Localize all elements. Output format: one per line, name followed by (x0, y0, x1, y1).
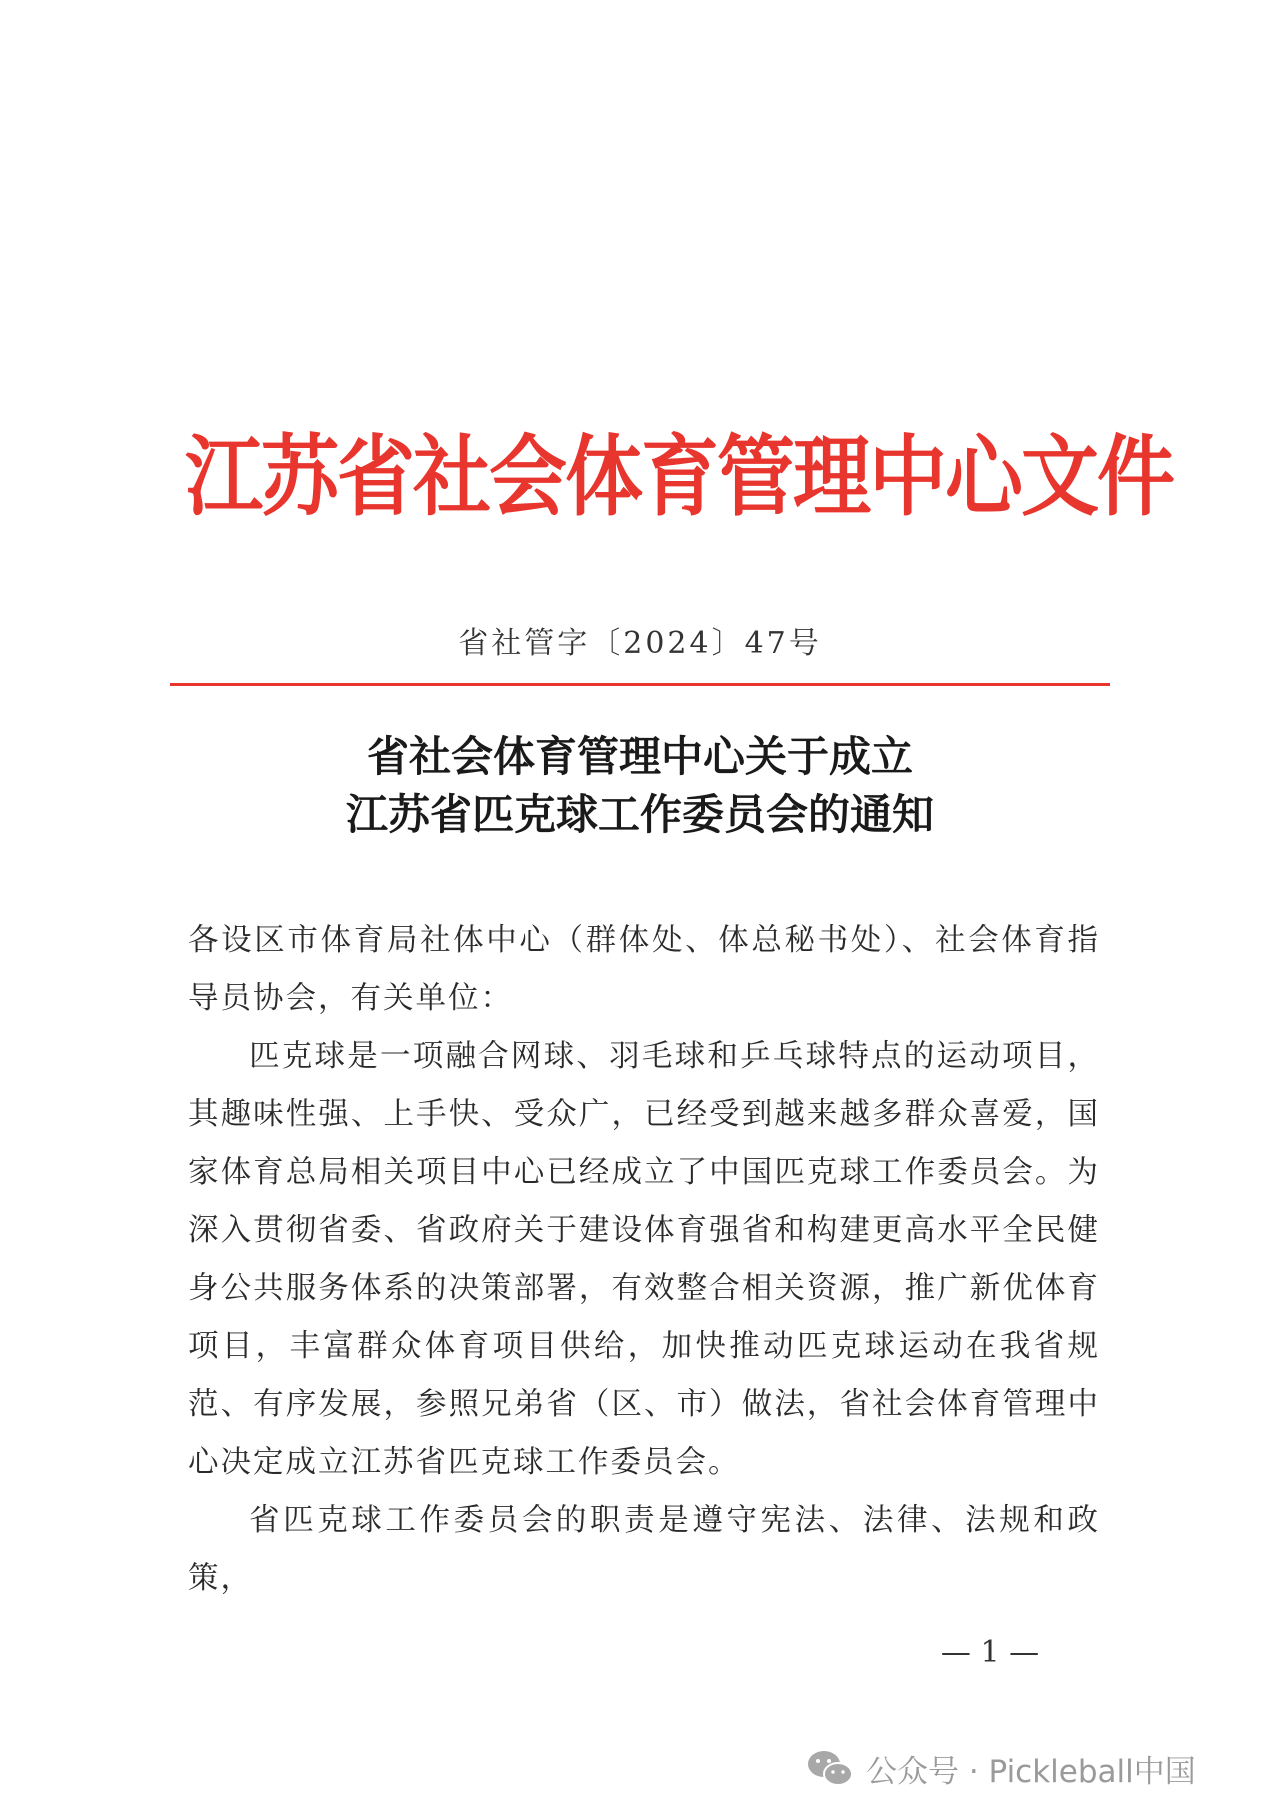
notice-title-line: 省社会体育管理中心关于成立 (366, 732, 913, 781)
body-paragraph: 匹克球是一项融合网球、羽毛球和乒乓球特点的运动项目，其趣味性强、上手快、受众广，已经受到越来越多群众喜爱，国家体育总局相关项目中心已经成立了中国匹克球工作委员会。为深入贯彻省委、省政府关于建设体育强省和构建更高水平全民健身公共服务体系的决策部署，有效整合相关资源，推广新优体育项目，丰富群众体育项目供给，加快推动匹克球运动在我省规范、有序发展，参照兄弟省（区、市）做法，省社会体育管理中心决定成立江苏省匹克球工作委员会。 (188, 1039, 1100, 1480)
page-number: — 1 — (940, 1635, 1040, 1670)
document-number: 省社管字〔2024〕47号 (458, 626, 822, 661)
notice-title-line: 江苏省匹克球工作委员会的通知 (345, 790, 934, 839)
notice-title (200, 728, 1080, 844)
red-divider-line (170, 683, 1110, 686)
document-header-title: 江苏省社会体育管理中心文件 (185, 426, 1174, 529)
notice-body (188, 912, 1100, 1608)
watermark-text: 公众号 · Pickleball中国 (866, 1753, 1196, 1790)
body-paragraph: 省匹克球工作委员会的职责是遵守宪法、法律、法规和政策， (188, 1503, 1100, 1596)
wechat-icon (806, 1748, 854, 1788)
salutation-paragraph: 各设区市体育局社体中心（群体处、体总秘书处）、社会体育指导员协会，有关单位： (188, 923, 1100, 1016)
watermark (806, 1742, 1196, 1794)
